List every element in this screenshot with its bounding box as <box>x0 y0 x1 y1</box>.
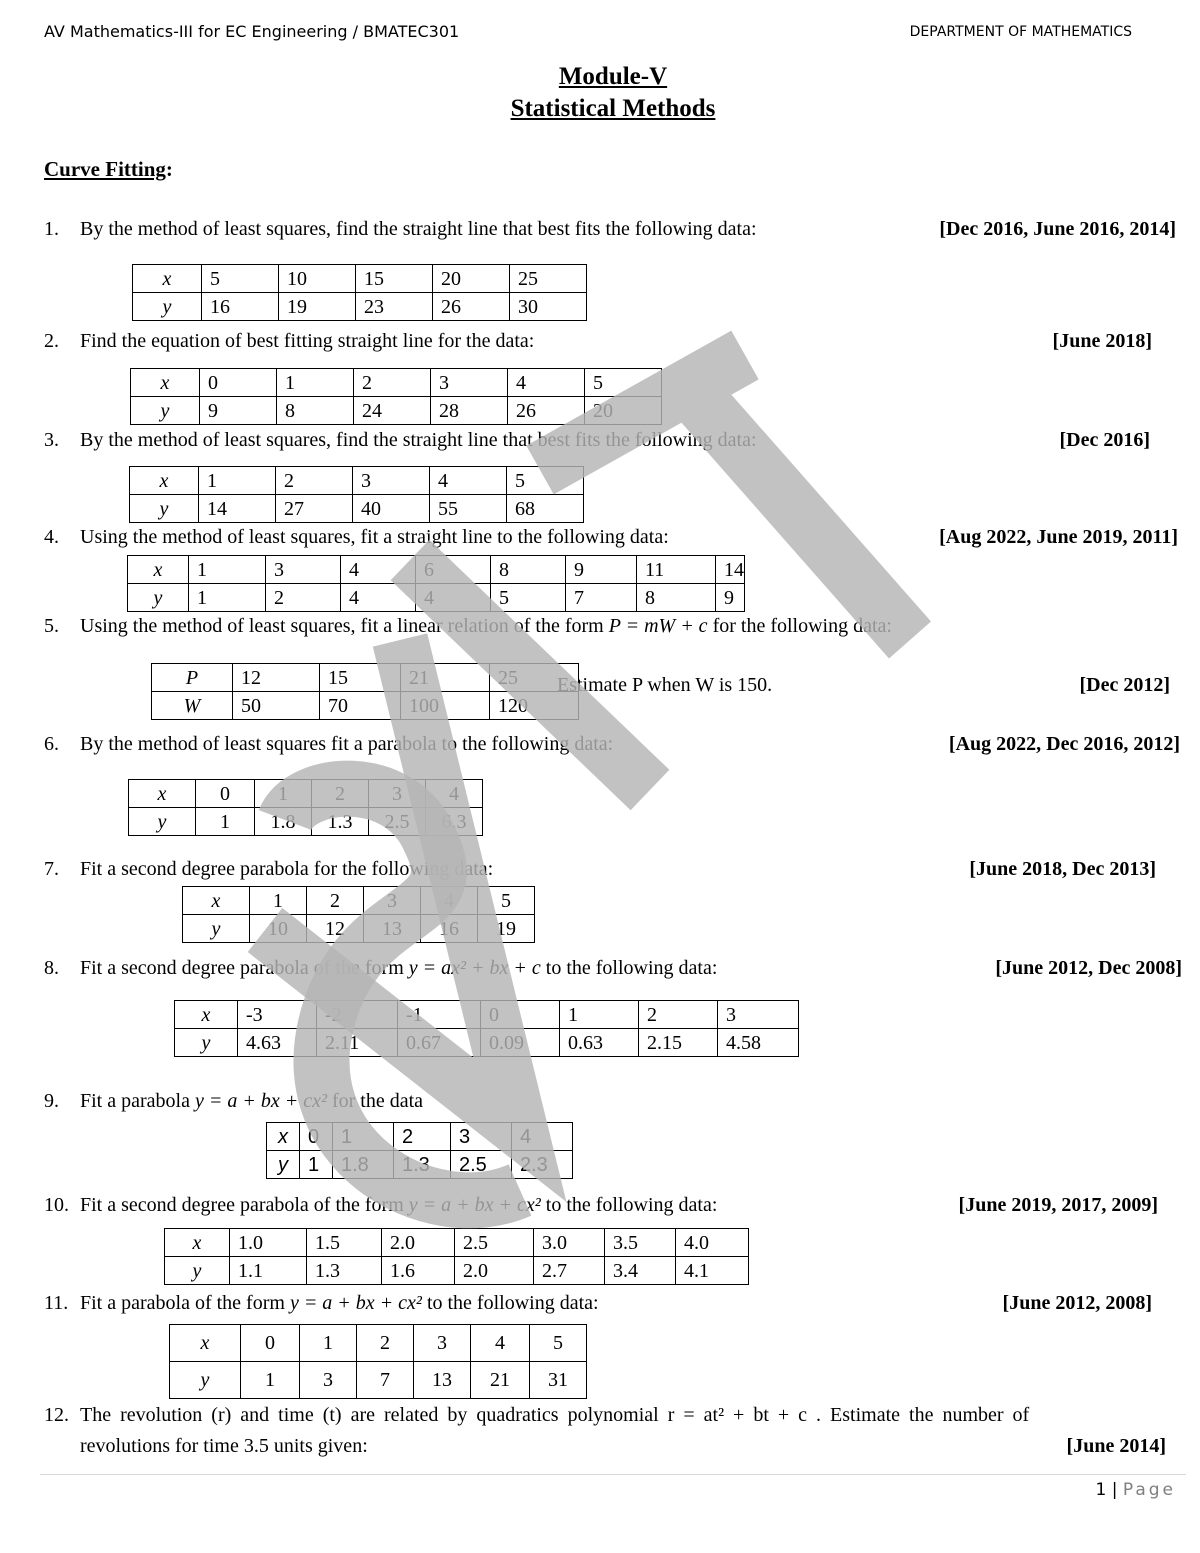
question-text <box>80 615 892 638</box>
formula: y = a + bx + cx² <box>408 1194 541 1216</box>
table-cell: 20 <box>433 265 510 293</box>
question-number: 8. <box>44 957 59 979</box>
table-cell: 14 <box>199 495 276 523</box>
table-row-label: y <box>131 397 200 425</box>
formula: y = ax² + bx + c <box>408 957 541 979</box>
table-cell: 1 <box>250 887 307 915</box>
table-cell: 2.5 <box>451 1151 512 1179</box>
question-number: 2. <box>44 330 59 352</box>
table-cell: 2 <box>266 584 341 612</box>
table-cell: 4.58 <box>718 1029 799 1057</box>
data-table-q7 <box>182 886 535 943</box>
question-text-part2: for the following data: <box>712 615 892 637</box>
table-cell: 0.67 <box>398 1029 481 1057</box>
data-table-q8 <box>174 1000 799 1057</box>
exam-reference: [June 2012, 2008] <box>1002 1292 1152 1314</box>
table-cell: 7 <box>566 584 637 612</box>
data-table-q10 <box>164 1228 749 1285</box>
table-row <box>152 664 579 692</box>
data-table-q6 <box>128 779 483 836</box>
table-cell: 5 <box>507 467 584 495</box>
table-cell: 4.1 <box>676 1257 749 1285</box>
table-cell: 4 <box>341 556 416 584</box>
table-cell: 12 <box>233 664 320 692</box>
question-text-part1: Fit a parabola of the form <box>80 1292 285 1314</box>
formula: P = mW + c <box>608 615 708 637</box>
exam-reference: [Dec 2016] <box>1059 429 1150 451</box>
table-cell: 7 <box>357 1362 414 1399</box>
table-cell: 40 <box>353 495 430 523</box>
table-cell: 9 <box>566 556 637 584</box>
table-cell: 31 <box>530 1362 587 1399</box>
table-cell: 9 <box>200 397 277 425</box>
table-cell: 2.3 <box>512 1151 573 1179</box>
question-text: Using the method of least squares, fit a straight line to the following data: <box>80 526 669 548</box>
table-row <box>152 692 579 720</box>
table-row-label: x <box>128 556 189 584</box>
table-row-label: x <box>129 780 196 808</box>
table-row-label: y <box>129 808 196 836</box>
question-text <box>80 1090 423 1113</box>
table-cell: 1.1 <box>230 1257 307 1285</box>
table-cell: 25 <box>490 664 579 692</box>
table-cell: 27 <box>276 495 353 523</box>
table-cell: 4 <box>341 584 416 612</box>
data-table-q2 <box>130 368 662 425</box>
table-cell: 4 <box>421 887 478 915</box>
table-cell: 4 <box>430 467 507 495</box>
table-cell: 4.0 <box>676 1229 749 1257</box>
data-table-q3 <box>129 466 584 523</box>
table-cell: 55 <box>430 495 507 523</box>
question-text-part1: Using the method of least squares, fit a linear relation of the form <box>80 615 604 637</box>
question-number: 7. <box>44 858 59 880</box>
page-label: Page <box>1122 1480 1176 1500</box>
table-cell: 26 <box>433 293 510 321</box>
table-row <box>133 265 587 293</box>
table-cell: 0.09 <box>481 1029 560 1057</box>
table-row <box>267 1151 573 1179</box>
table-cell: 15 <box>356 265 433 293</box>
table-row-label: y <box>170 1362 241 1399</box>
table-cell: 11 <box>637 556 716 584</box>
table-cell: 0 <box>196 780 255 808</box>
table-cell: 13 <box>364 915 421 943</box>
footer-divider <box>40 1474 1186 1475</box>
table-row <box>131 369 662 397</box>
table-row <box>165 1229 749 1257</box>
table-cell: 1 <box>277 369 354 397</box>
table-row <box>130 467 584 495</box>
table-cell: 30 <box>510 293 587 321</box>
section-heading-colon: : <box>165 157 173 181</box>
table-cell: 1.6 <box>382 1257 455 1285</box>
table-cell: 1.8 <box>333 1151 394 1179</box>
table-row <box>170 1325 587 1362</box>
data-table-q5 <box>151 663 579 720</box>
table-cell: 1 <box>300 1151 333 1179</box>
table-cell: 1 <box>241 1362 300 1399</box>
page-separator: | <box>1111 1480 1118 1500</box>
table-row-label: y <box>175 1029 238 1057</box>
question-text-part2: to the following data: <box>545 957 718 979</box>
table-cell: 2 <box>312 780 369 808</box>
question-number: 10. <box>44 1194 69 1216</box>
exam-reference: [June 2019, 2017, 2009] <box>958 1194 1158 1216</box>
table-row-label: y <box>128 584 189 612</box>
module-title: Module-V <box>558 63 668 90</box>
question-12-line2: revolutions for time 3.5 units given: <box>80 1435 368 1457</box>
table-cell: 68 <box>507 495 584 523</box>
question-text-part1: Fit a second degree parabola of the form <box>80 957 404 979</box>
question-number: 11. <box>44 1292 69 1314</box>
question-text-part1: Fit a second degree parabola of the form <box>80 1194 404 1216</box>
question-text-part2: for the data <box>331 1090 424 1112</box>
question-number: 3. <box>44 429 59 451</box>
table-cell: 1 <box>189 584 266 612</box>
table-cell: 2.0 <box>455 1257 534 1285</box>
table-cell: 1 <box>300 1325 357 1362</box>
table-row <box>129 780 483 808</box>
question-number: 5. <box>44 615 59 637</box>
table-cell: 24 <box>354 397 431 425</box>
table-cell: 3.4 <box>605 1257 676 1285</box>
table-cell: 4 <box>426 780 483 808</box>
table-cell: 8 <box>491 556 566 584</box>
table-cell: 16 <box>421 915 478 943</box>
table-row-label: x <box>165 1229 230 1257</box>
table-cell: 10 <box>250 915 307 943</box>
table-row <box>165 1257 749 1285</box>
table-cell: 1.3 <box>394 1151 451 1179</box>
table-row <box>175 1029 799 1057</box>
table-row-label: x <box>267 1123 300 1151</box>
table-cell: 20 <box>585 397 662 425</box>
table-cell: 2.15 <box>639 1029 718 1057</box>
table-row-label: y <box>133 293 202 321</box>
table-cell: 3 <box>431 369 508 397</box>
exam-reference: [Aug 2022, June 2019, 2011] <box>939 526 1178 548</box>
exam-reference-q12: [June 2014] <box>1066 1435 1166 1457</box>
table-cell: 3 <box>353 467 430 495</box>
table-row-label: P <box>152 664 233 692</box>
question-number: 1. <box>44 218 59 240</box>
table-cell: 1 <box>196 808 255 836</box>
table-row-label: y <box>183 915 250 943</box>
question-text <box>80 957 717 980</box>
formula: y = a + bx + cx² <box>194 1090 327 1112</box>
table-row <box>129 808 483 836</box>
table-cell: 5 <box>530 1325 587 1362</box>
table-cell: 50 <box>233 692 320 720</box>
exam-reference: [June 2018, Dec 2013] <box>969 858 1156 880</box>
question-text <box>80 1292 599 1315</box>
exam-reference: [June 2018] <box>1052 330 1152 352</box>
table-row-label: y <box>267 1151 300 1179</box>
exam-reference: [June 2012, Dec 2008] <box>995 957 1182 979</box>
table-cell: 3.5 <box>605 1229 676 1257</box>
table-cell: 0.63 <box>560 1029 639 1057</box>
question-text <box>80 1194 717 1217</box>
question-text: By the method of least squares, find the straight line that best fits the following data: <box>80 218 757 240</box>
table-cell: 9 <box>716 584 745 612</box>
page-footer <box>1095 1480 1176 1500</box>
table-cell: 4 <box>508 369 585 397</box>
header-course-title: AV Mathematics-III for EC Engineering / BMATEC301 <box>44 22 460 41</box>
table-cell: 1 <box>560 1001 639 1029</box>
question-text-part2: to the following data: <box>426 1292 599 1314</box>
question-text: By the method of least squares, find the straight line that best fits the following data: <box>80 429 757 451</box>
question-text-part1: Fit a parabola <box>80 1090 190 1112</box>
table-cell: 2 <box>354 369 431 397</box>
table-cell: 3 <box>451 1123 512 1151</box>
table-row-label: x <box>175 1001 238 1029</box>
table-row <box>131 397 662 425</box>
table-cell: 15 <box>320 664 401 692</box>
question-text-line1: The revolution (r) and time (t) are related by quadratics polynomial r = at² + bt + c . Estimate the number of <box>80 1404 1030 1426</box>
table-cell: 21 <box>471 1362 530 1399</box>
table-row <box>128 584 745 612</box>
table-cell: 0 <box>481 1001 560 1029</box>
table-cell: 10 <box>279 265 356 293</box>
table-cell: 0 <box>241 1325 300 1362</box>
table-cell: 4.63 <box>238 1029 317 1057</box>
question-number: 12. <box>44 1404 69 1426</box>
data-table-q9 <box>266 1122 573 1179</box>
table-row <box>170 1362 587 1399</box>
exam-reference: [Dec 2016, June 2016, 2014] <box>939 218 1176 240</box>
table-cell: 2 <box>307 887 364 915</box>
exam-reference: [Aug 2022, Dec 2016, 2012] <box>948 733 1180 755</box>
table-cell: 5 <box>478 887 535 915</box>
table-cell: 4 <box>512 1123 573 1151</box>
question-text: By the method of least squares fit a parabola to the following data: <box>80 733 614 755</box>
question-number: 4. <box>44 526 59 548</box>
table-cell: 4 <box>471 1325 530 1362</box>
table-cell: 2.7 <box>534 1257 605 1285</box>
table-row <box>130 495 584 523</box>
table-cell: 1.8 <box>255 808 312 836</box>
table-cell: 3.0 <box>534 1229 605 1257</box>
table-row-label: y <box>165 1257 230 1285</box>
table-cell: 1.5 <box>307 1229 382 1257</box>
table-cell: 2 <box>394 1123 451 1151</box>
table-row <box>183 915 535 943</box>
table-row-label: x <box>183 887 250 915</box>
table-cell: 1.0 <box>230 1229 307 1257</box>
table-row-label: x <box>131 369 200 397</box>
table-cell: 28 <box>431 397 508 425</box>
table-row <box>175 1001 799 1029</box>
table-cell: 120 <box>490 692 579 720</box>
question-number: 6. <box>44 733 59 755</box>
question-text-part2: to the following data: <box>545 1194 718 1216</box>
table-cell: 6 <box>416 556 491 584</box>
table-row-label: y <box>130 495 199 523</box>
table-row <box>128 556 745 584</box>
table-cell: 1 <box>199 467 276 495</box>
table-cell: 14 <box>716 556 745 584</box>
table-cell: 19 <box>478 915 535 943</box>
data-table-q4 <box>127 555 745 612</box>
question-text: Fit a second degree parabola for the following data: <box>80 858 494 880</box>
table-cell: -3 <box>238 1001 317 1029</box>
table-cell: 0 <box>200 369 277 397</box>
table-cell: 23 <box>356 293 433 321</box>
table-cell: 2 <box>357 1325 414 1362</box>
table-cell: 16 <box>202 293 279 321</box>
page-number: 1 <box>1095 1480 1107 1500</box>
table-cell: 2.0 <box>382 1229 455 1257</box>
table-cell: 1 <box>255 780 312 808</box>
table-cell: 1.3 <box>312 808 369 836</box>
table-cell: 1.3 <box>307 1257 382 1285</box>
table-row-label: x <box>130 467 199 495</box>
table-cell: 3 <box>414 1325 471 1362</box>
table-cell: 3 <box>364 887 421 915</box>
table-cell: -1 <box>398 1001 481 1029</box>
table-row-label: x <box>170 1325 241 1362</box>
table-row <box>133 293 587 321</box>
table-cell: 25 <box>510 265 587 293</box>
question-text: Find the equation of best fitting straight line for the data: <box>80 330 535 352</box>
table-cell: 6.3 <box>426 808 483 836</box>
table-cell: 26 <box>508 397 585 425</box>
table-cell: 3 <box>369 780 426 808</box>
table-cell: 1 <box>333 1123 394 1151</box>
module-subject: Statistical Methods <box>510 95 716 122</box>
table-cell: 1 <box>189 556 266 584</box>
table-cell: 2 <box>639 1001 718 1029</box>
table-cell: 21 <box>401 664 490 692</box>
estimate-text: Estimate P when W is 150. <box>557 674 773 696</box>
section-heading <box>44 157 173 182</box>
table-cell: 100 <box>401 692 490 720</box>
exam-reference-q5: [Dec 2012] <box>1079 674 1170 696</box>
table-cell: 70 <box>320 692 401 720</box>
table-cell: 8 <box>637 584 716 612</box>
table-cell: 2.5 <box>369 808 426 836</box>
table-cell: 3 <box>300 1362 357 1399</box>
table-cell: 4 <box>416 584 491 612</box>
table-cell: 2 <box>276 467 353 495</box>
question-number: 9. <box>44 1090 59 1112</box>
data-table-q11 <box>169 1324 587 1399</box>
table-cell: 2.11 <box>317 1029 398 1057</box>
table-cell: 12 <box>307 915 364 943</box>
header-department: DEPARTMENT OF MATHEMATICS <box>909 24 1132 40</box>
formula: y = a + bx + cx² <box>289 1292 422 1314</box>
table-cell: 2.5 <box>455 1229 534 1257</box>
data-table-q1 <box>132 264 587 321</box>
table-cell: 3 <box>718 1001 799 1029</box>
table-cell: 13 <box>414 1362 471 1399</box>
table-cell: 5 <box>585 369 662 397</box>
table-row <box>267 1123 573 1151</box>
table-row <box>183 887 535 915</box>
section-heading-text: Curve Fitting <box>44 157 166 181</box>
table-cell: 3 <box>266 556 341 584</box>
table-cell: 5 <box>491 584 566 612</box>
table-row-label: x <box>133 265 202 293</box>
table-cell: 8 <box>277 397 354 425</box>
table-cell: 0 <box>300 1123 333 1151</box>
table-cell: 19 <box>279 293 356 321</box>
table-cell: -2 <box>317 1001 398 1029</box>
table-cell: 5 <box>202 265 279 293</box>
table-row-label: W <box>152 692 233 720</box>
